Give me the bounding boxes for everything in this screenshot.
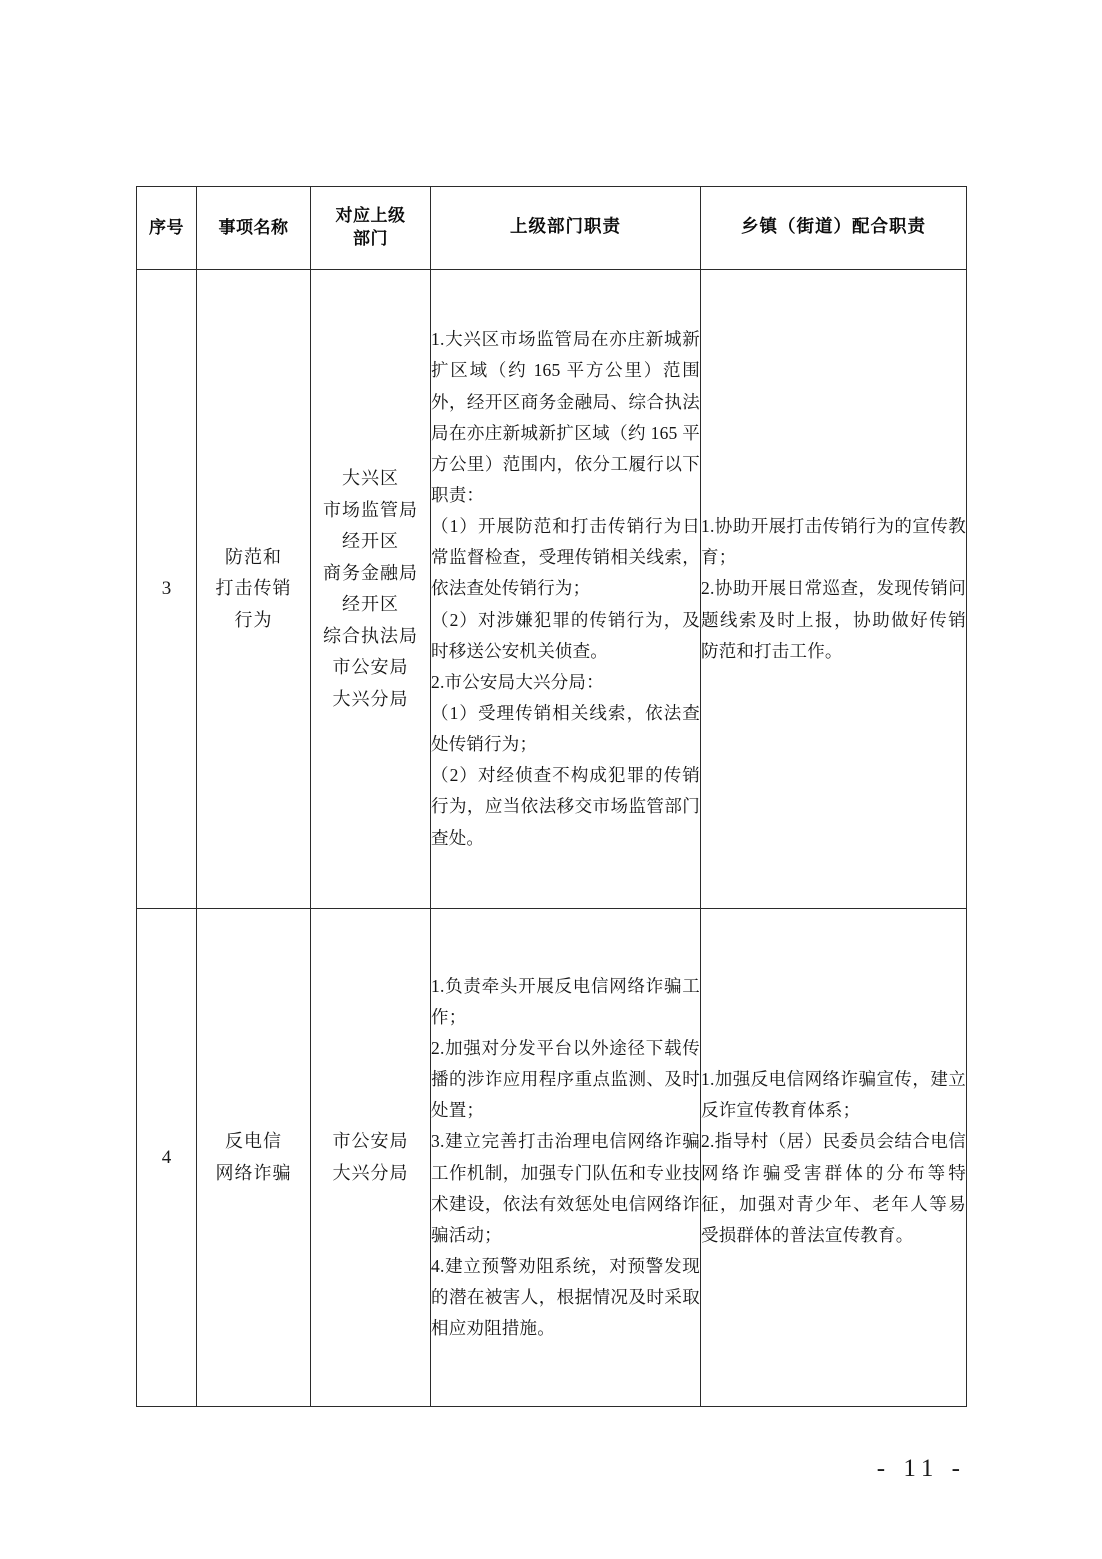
duty-paragraph: 1.大兴区市场监管局在亦庄新城新扩区域（约 165 平方公里）范围外，经开区商务金融局、综合执法局在亦庄新城新扩区域（约 165 平方公里）范围内，依分工履行以下职责： [431, 329, 700, 505]
row-parent-dept-line: 大兴分局 [332, 1162, 409, 1183]
header-item-name: 事项名称 [197, 187, 311, 270]
row-item-name-line: 网络诈骗 [215, 1162, 292, 1183]
coop-paragraph: 2.指导村（居）民委员会结合电信网络诈骗受害群体的分布等特征，加强对青少年、老年人等易受损群体的普法宣传教育。 [701, 1131, 966, 1245]
row-item-name-line: 防范和 [225, 546, 282, 567]
row-parent-dept-line: 市公安局 [332, 657, 409, 677]
duty-paragraph: （1）开展防范和打击传销行为日常监督检查，受理传销相关线索，依法查处传销行为； [431, 516, 700, 599]
coop-paragraph: 1.协助开展打击传销行为的宣传教育； [701, 516, 966, 568]
coop-paragraph: 2.协助开展日常巡查，发现传销问题线索及时上报，协助做好传销防范和打击工作。 [701, 578, 966, 661]
row-parent-dept-line: 综合执法局 [323, 625, 418, 646]
row-parent-dept [311, 909, 431, 1407]
page-number: - 11 - [876, 1455, 966, 1482]
table-row [137, 909, 967, 1407]
duty-paragraph: 1.负责牵头开展反电信网络诈骗工作； [431, 975, 700, 1027]
duty-paragraph: （2）对经侦查不构成犯罪的传销行为，应当依法移交市场监管部门查处。 [431, 765, 700, 848]
duty-paragraph: 2.市公安局大兴分局： [431, 671, 604, 692]
row-seq: 3 [137, 270, 197, 909]
row-parent-dept [311, 270, 431, 909]
row-item-name-line: 行为 [234, 609, 273, 630]
row-parent-dept-line: 市场监管局 [323, 499, 418, 520]
row-parent-dept-line: 市公安局 [332, 1131, 409, 1151]
header-seq: 序号 [137, 187, 197, 270]
row-parent-dept-line: 大兴区 [342, 468, 399, 488]
row-item-name [197, 270, 311, 909]
responsibility-table [136, 186, 967, 1407]
row-parent-dept-line: 经开区 [342, 531, 399, 551]
row-township-coop [701, 270, 967, 909]
row-seq: 4 [137, 909, 197, 1407]
row-parent-duty [431, 909, 701, 1407]
row-parent-duty [431, 270, 701, 909]
duty-paragraph: （1）受理传销相关线索，依法查处传销行为； [431, 702, 700, 755]
table-header-row [137, 187, 967, 270]
coop-paragraph: 1.加强反电信网络诈骗宣传，建立反诈宣传教育体系； [701, 1069, 966, 1121]
row-item-name [197, 909, 311, 1407]
row-item-name-line: 打击传销 [215, 578, 292, 599]
duty-paragraph: 3.建立完善打击治理电信网络诈骗工作机制，加强专门队伍和专业技术建设，依法有效惩处电信网络诈骗活动； [431, 1131, 700, 1245]
row-parent-dept-line: 商务金融局 [323, 562, 418, 583]
header-parent-dept [311, 187, 431, 270]
row-item-name-line: 反电信 [225, 1131, 282, 1151]
row-parent-dept-line: 经开区 [342, 594, 399, 614]
table-row [137, 270, 967, 909]
header-township-coop: 乡镇（街道）配合职责 [701, 187, 967, 270]
duty-paragraph: 2.加强对分发平台以外途径下载传播的涉诈应用程序重点监测、及时处置； [431, 1037, 700, 1121]
header-parent-duty: 上级部门职责 [431, 187, 701, 270]
row-parent-dept-line: 大兴分局 [332, 688, 409, 709]
row-township-coop [701, 909, 967, 1407]
duty-paragraph: （2）对涉嫌犯罪的传销行为，及时移送公安机关侦查。 [431, 609, 700, 661]
header-parent-dept-line2: 部门 [353, 229, 388, 249]
header-parent-dept-line1: 对应上级 [335, 206, 406, 227]
duty-paragraph: 4.建立预警劝阻系统，对预警发现的潜在被害人，根据情况及时采取相应劝阻措施。 [431, 1255, 700, 1339]
